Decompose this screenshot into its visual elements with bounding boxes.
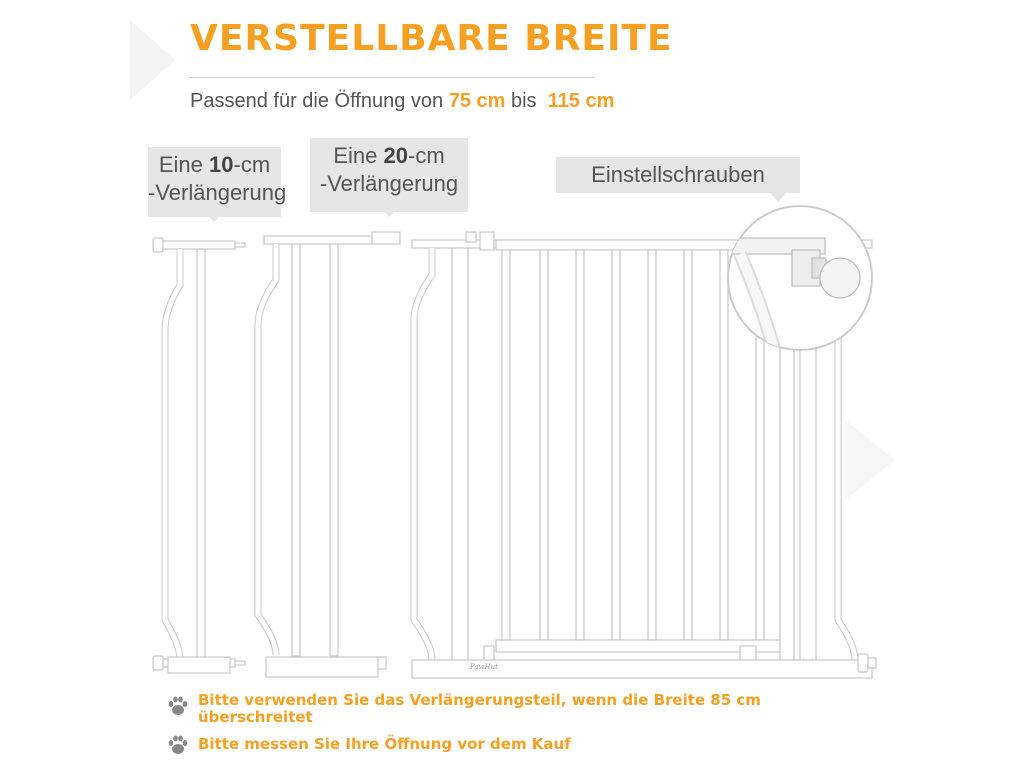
- brand-mark: PawHut: [470, 663, 498, 671]
- paw-icon: [166, 694, 190, 718]
- extension-10-label: Eine 10-cm -Verlängerung: [148, 147, 281, 217]
- paw-icon: [166, 733, 190, 757]
- subtitle-middle: bis: [510, 90, 537, 112]
- extension-10cm: [153, 238, 245, 673]
- screw-zoom-detail: [725, 206, 872, 352]
- headline: VERSTELLBARE BREITE: [190, 18, 673, 59]
- max-width: 115 cm: [547, 90, 615, 112]
- subtitle-prefix: Passend für die Öffnung von: [190, 90, 444, 112]
- extension-20-label: Eine 20-cm -Verlängerung: [310, 138, 468, 212]
- note-extension: Bitte verwenden Sie das Verlängerungsteil, wenn die Breite 85 cm überschreitet: [198, 691, 761, 726]
- note-measure: Bitte messen Sie Ihre Öffnung vor dem Kauf: [198, 735, 571, 753]
- extension-20cm: [258, 232, 400, 677]
- screws-label: Einstellschrauben: [556, 157, 800, 193]
- min-width: 75 cm: [448, 90, 506, 112]
